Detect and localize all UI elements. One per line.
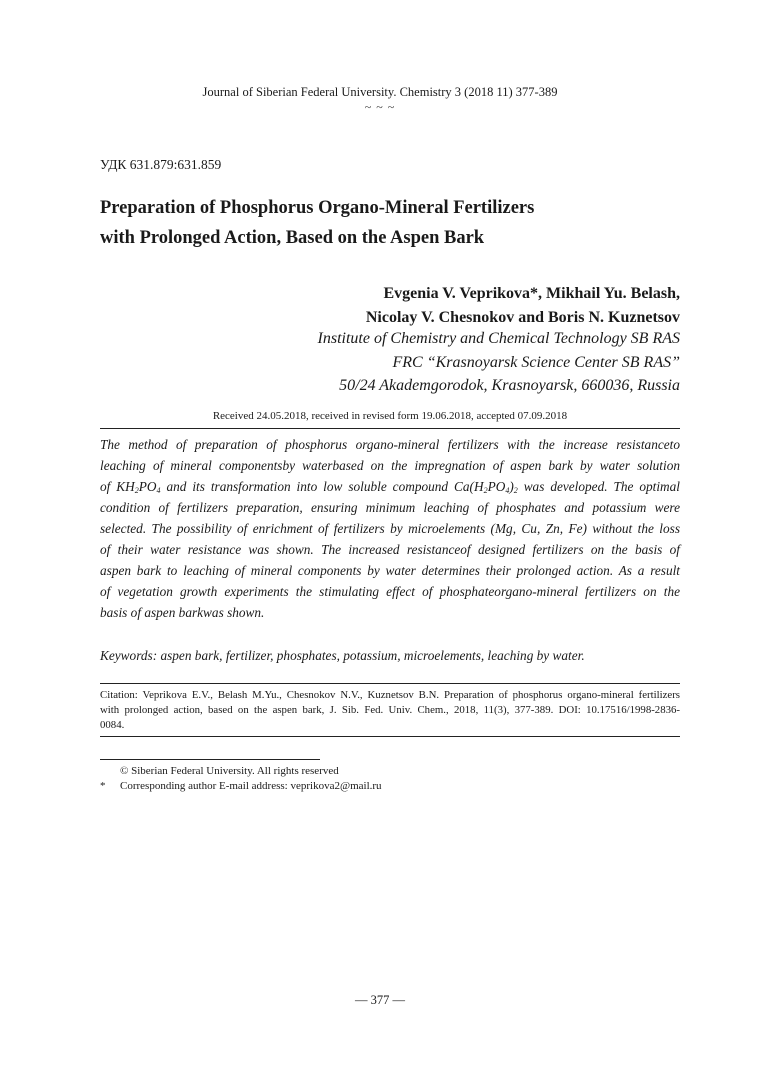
udk-code: УДК 631.879:631.859 [100, 157, 222, 172]
keywords: Keywords: aspen bark, fertilizer, phosphates, potassium, microelements, leaching by water. [100, 648, 585, 663]
page-number: — 377 — [355, 993, 405, 1007]
citation-line: 0084. [100, 719, 125, 731]
abstract-top-rule [100, 428, 680, 429]
corresponding-mark: * [100, 780, 106, 792]
paper-title-line: Preparation of Phosphorus Organo-Mineral Fertilizers [100, 198, 535, 218]
abstract-line: aspen bark to leaching of mineral components by water determines their prolonged action. As a result [100, 563, 680, 578]
author-line: Evgenia V. Veprikova*, Mikhail Yu. Belash, [383, 285, 680, 302]
author-line: Nicolay V. Chesnokov and Boris N. Kuznetsov [365, 309, 680, 326]
affiliation-line: 50/24 Akademgorodok, Krasnoyarsk, 660036, Russia [339, 377, 680, 394]
abstract [100, 434, 680, 623]
citation-top-rule [100, 683, 680, 684]
abstract-line: condition of fertilizers preparation, ensuring minimum leaching of phosphates and potassium were [100, 500, 680, 515]
abstract-line: of $KH_2PO_4$ and its transformation into low soluble compound $Ca(H_2PO_4)_2$ was developed. The optimal [100, 479, 680, 495]
footnote-corresponding [100, 779, 680, 794]
citation-bottom-rule [100, 736, 680, 737]
journal-header: Journal of Siberian Federal University. Chemistry 3 (2018 11) 377-389 [202, 85, 558, 99]
footnote-rule [100, 759, 320, 760]
affiliation-line: Institute of Chemistry and Chemical Technology SB RAS [317, 330, 680, 347]
received-dates: Received 24.05.2018, received in revised form 19.06.2018, accepted 07.09.2018 [212, 410, 568, 422]
affiliation [120, 327, 680, 398]
abstract-line: leaching of mineral componentsby waterbased on the impregnation of aspen bark by water solution [100, 458, 680, 473]
copyright-mark: © [120, 765, 129, 777]
copyright-text: Siberian Federal University. All rights reserved [131, 765, 339, 777]
abstract-line: of vegetation growth experiments the stimulating effect of phosphateorgano-mineral fertilizers on the [100, 584, 680, 599]
author-list [120, 282, 680, 330]
abstract-line: of their water resistance was shown. The increased resistanceof designed fertilizers on the basis of [100, 542, 680, 557]
paper-title [100, 193, 680, 253]
footnote-copyright [100, 764, 680, 779]
header-separator: ~ ~ ~ [364, 100, 396, 114]
citation-line: Citation: Veprikova E.V., Belash M.Yu., Chesnokov N.V., Kuznetsov B.N. Preparation of phosphorus organo-mineral fertilizers [100, 689, 680, 701]
abstract-line: The method of preparation of phosphorus organo-mineral fertilizers with the increase resistanceto [100, 437, 680, 452]
affiliation-line: FRC “Krasnoyarsk Science Center SB RAS” [392, 353, 680, 371]
paper-title-line: with Prolonged Action, Based on the Aspen Bark [100, 228, 485, 248]
abstract-line: selected. The possibility of enrichment of fertilizers by microelements (Mg, Cu, Zn, Fe) without the loss [100, 521, 680, 536]
citation [100, 688, 680, 733]
corresponding-text: Corresponding author E-mail address: veprikova2@mail.ru [120, 780, 382, 792]
abstract-line: basis of aspen barkwas shown. [100, 605, 265, 620]
citation-line: with prolonged action, based on the aspen bark, J. Sib. Fed. Univ. Chem., 2018, 11(3), 377-389. DOI: 10.17516/1998-2836- [100, 704, 680, 716]
